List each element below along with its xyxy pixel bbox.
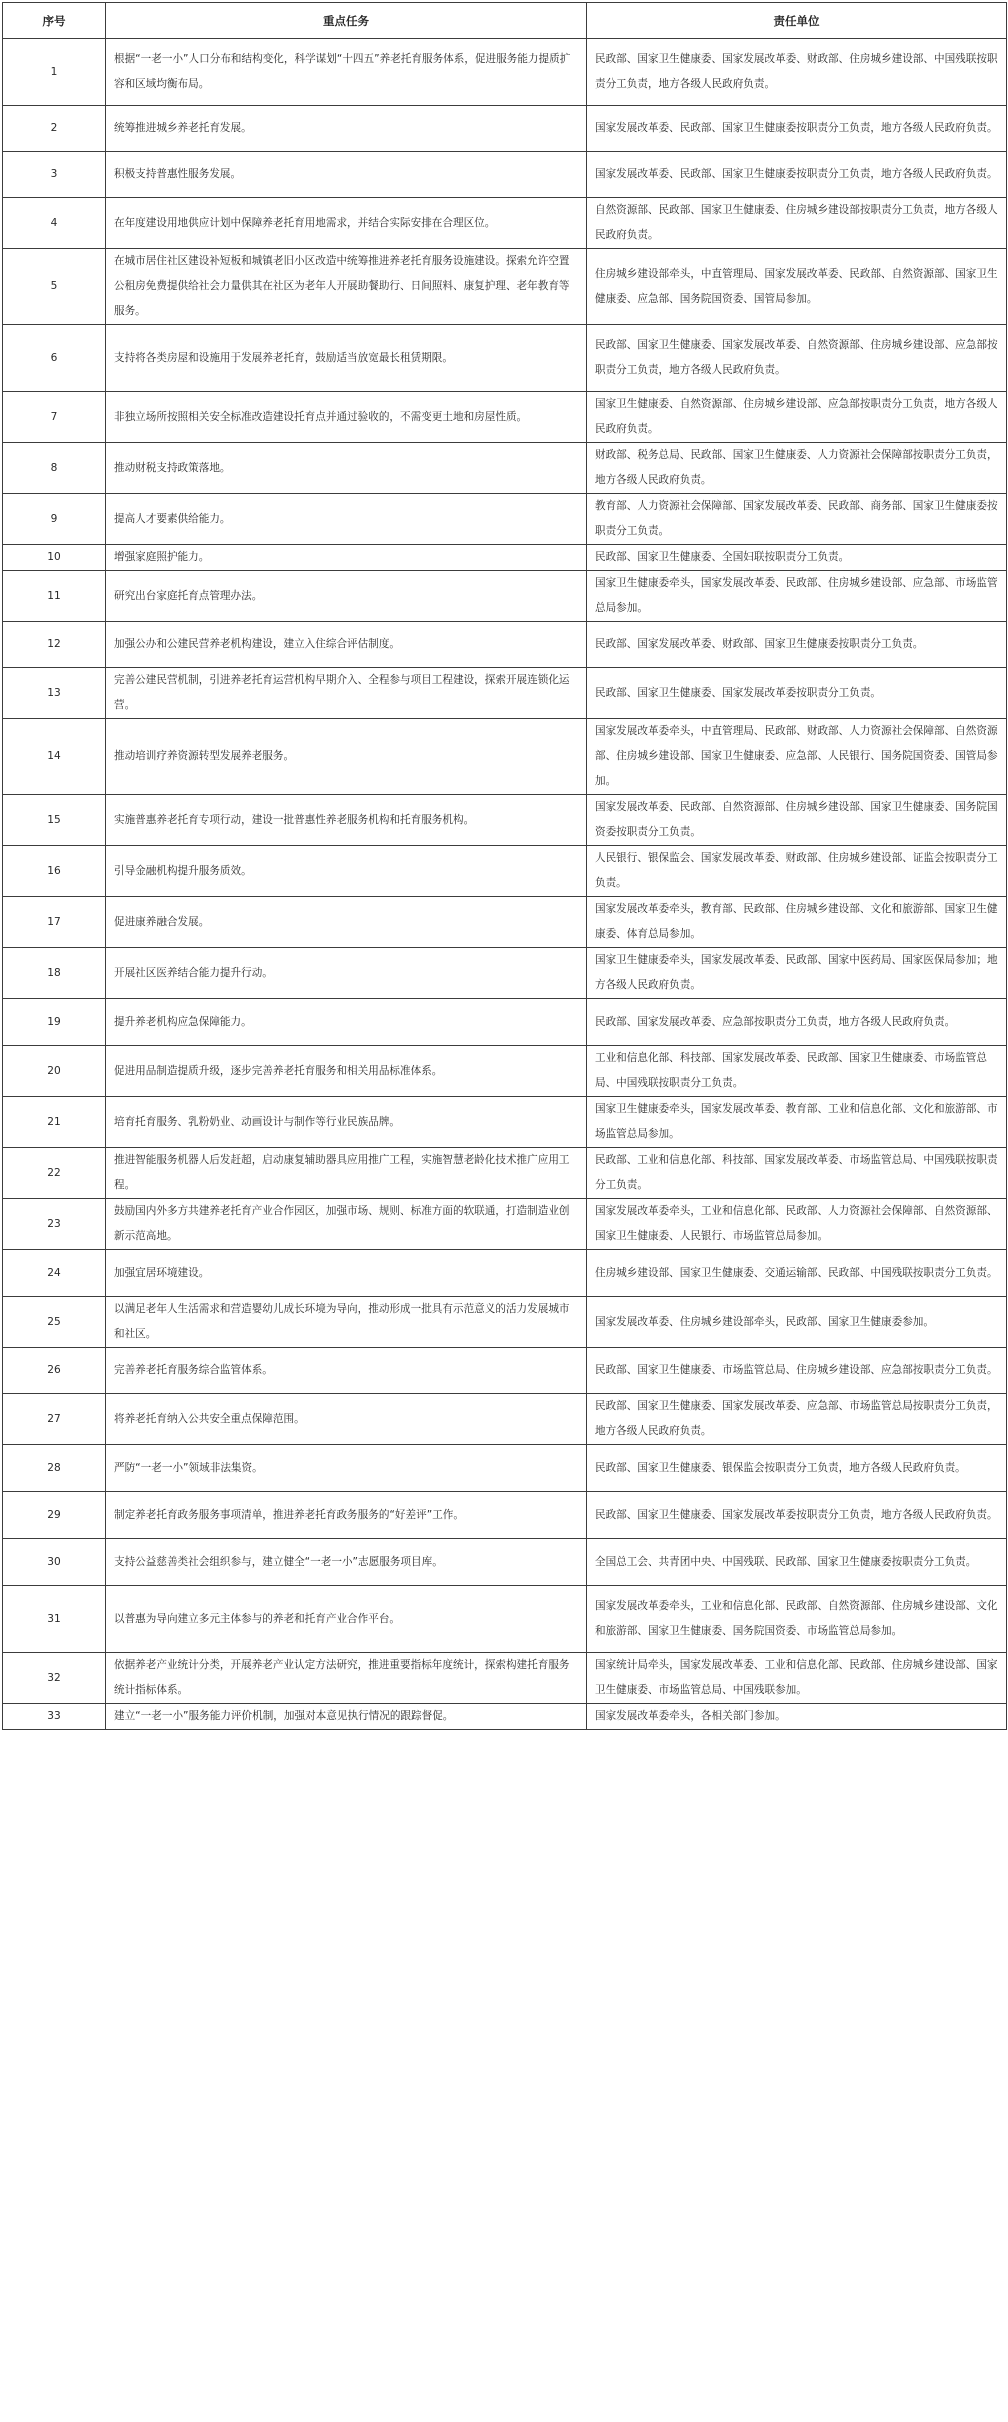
row-task-cell: 在城市居住社区建设补短板和城镇老旧小区改造中统筹推进养老托育服务设施建设。探索允许空置公租房免费提供给社会力量供其在社区为老年人开展助餐助行、日间照料、康复护理、老年教育等服务。: [106, 249, 587, 325]
table-row: [3, 1046, 1007, 1097]
row-dept-cell: 国家发展改革委、民政部、国家卫生健康委按职责分工负责，地方各级人民政府负责。: [587, 152, 1007, 198]
row-task-cell: 完善养老托育服务综合监管体系。: [106, 1348, 587, 1394]
row-dept-cell: 民政部、国家发展改革委、应急部按职责分工负责，地方各级人民政府负责。: [587, 999, 1007, 1046]
table-row: [3, 1539, 1007, 1586]
row-seq-cell: 4: [3, 198, 106, 249]
row-dept-cell: 民政部、国家卫生健康委、全国妇联按职责分工负责。: [587, 545, 1007, 571]
table-body: [3, 39, 1007, 1730]
row-task-cell: 以普惠为导向建立多元主体参与的养老和托育产业合作平台。: [106, 1586, 587, 1653]
row-seq-cell: 10: [3, 545, 106, 571]
row-seq-cell: 29: [3, 1492, 106, 1539]
table-row: [3, 1097, 1007, 1148]
row-dept-cell: 国家发展改革委牵头，工业和信息化部、民政部、自然资源部、住房城乡建设部、文化和旅游部、国家卫生健康委、国务院国资委、市场监管总局参加。: [587, 1586, 1007, 1653]
table-row: [3, 249, 1007, 325]
table-row: [3, 1704, 1007, 1730]
row-task-cell: 提升养老机构应急保障能力。: [106, 999, 587, 1046]
row-seq-cell: 25: [3, 1297, 106, 1348]
row-seq-cell: 2: [3, 106, 106, 152]
row-task-cell: 根据“一老一小”人口分布和结构变化，科学谋划“十四五”养老托育服务体系，促进服务能力提质扩容和区域均衡布局。: [106, 39, 587, 106]
table-row: [3, 1445, 1007, 1492]
row-dept-cell: 自然资源部、民政部、国家卫生健康委、住房城乡建设部按职责分工负责，地方各级人民政府负责。: [587, 198, 1007, 249]
row-dept-cell: 国家卫生健康委、自然资源部、住房城乡建设部、应急部按职责分工负责，地方各级人民政府负责。: [587, 392, 1007, 443]
row-seq-cell: 32: [3, 1653, 106, 1704]
row-dept-cell: 全国总工会、共青团中央、中国残联、民政部、国家卫生健康委按职责分工负责。: [587, 1539, 1007, 1586]
row-task-cell: 研究出台家庭托育点管理办法。: [106, 571, 587, 622]
table-row: [3, 494, 1007, 545]
row-seq-cell: 14: [3, 719, 106, 795]
row-seq-cell: 22: [3, 1148, 106, 1199]
row-task-cell: 将养老托育纳入公共安全重点保障范围。: [106, 1394, 587, 1445]
table-header-row: [3, 3, 1007, 39]
table-row: [3, 392, 1007, 443]
row-seq-cell: 9: [3, 494, 106, 545]
row-dept-cell: 国家发展改革委牵头，中直管理局、民政部、财政部、人力资源社会保障部、自然资源部、住房城乡建设部、国家卫生健康委、应急部、人民银行、国务院国资委、国管局参加。: [587, 719, 1007, 795]
row-dept-cell: 教育部、人力资源社会保障部、国家发展改革委、民政部、商务部、国家卫生健康委按职责分工负责。: [587, 494, 1007, 545]
table-row: [3, 948, 1007, 999]
row-task-cell: 促进用品制造提质升级，逐步完善养老托育服务和相关用品标准体系。: [106, 1046, 587, 1097]
row-seq-cell: 31: [3, 1586, 106, 1653]
row-seq-cell: 1: [3, 39, 106, 106]
row-dept-cell: 国家发展改革委、民政部、国家卫生健康委按职责分工负责，地方各级人民政府负责。: [587, 106, 1007, 152]
row-dept-cell: 民政部、国家卫生健康委、国家发展改革委、应急部、市场监管总局按职责分工负责，地方各级人民政府负责。: [587, 1394, 1007, 1445]
row-task-cell: 加强公办和公建民营养老机构建设，建立入住综合评估制度。: [106, 622, 587, 668]
row-seq-cell: 13: [3, 668, 106, 719]
row-seq-cell: 24: [3, 1250, 106, 1297]
row-seq-cell: 27: [3, 1394, 106, 1445]
row-task-cell: 支持将各类房屋和设施用于发展养老托育，鼓励适当放宽最长租赁期限。: [106, 325, 587, 392]
row-task-cell: 支持公益慈善类社会组织参与，建立健全“一老一小”志愿服务项目库。: [106, 1539, 587, 1586]
table-row: [3, 1348, 1007, 1394]
task-responsibility-table: [2, 2, 1007, 1730]
row-task-cell: 建立“一老一小”服务能力评价机制，加强对本意见执行情况的跟踪督促。: [106, 1704, 587, 1730]
table-row: [3, 795, 1007, 846]
row-dept-cell: 民政部、国家卫生健康委、银保监会按职责分工负责，地方各级人民政府负责。: [587, 1445, 1007, 1492]
row-task-cell: 积极支持普惠性服务发展。: [106, 152, 587, 198]
row-seq-cell: 30: [3, 1539, 106, 1586]
row-dept-cell: 民政部、国家卫生健康委、国家发展改革委按职责分工负责，地方各级人民政府负责。: [587, 1492, 1007, 1539]
row-task-cell: 制定养老托育政务服务事项清单，推进养老托育政务服务的“好差评”工作。: [106, 1492, 587, 1539]
row-dept-cell: 国家卫生健康委牵头，国家发展改革委、民政部、住房城乡建设部、应急部、市场监管总局参加。: [587, 571, 1007, 622]
table-row: [3, 1492, 1007, 1539]
row-seq-cell: 3: [3, 152, 106, 198]
row-seq-cell: 16: [3, 846, 106, 897]
table-row: [3, 1250, 1007, 1297]
row-seq-cell: 15: [3, 795, 106, 846]
row-task-cell: 以满足老年人生活需求和营造婴幼儿成长环境为导向，推动形成一批具有示范意义的活力发展城市和社区。: [106, 1297, 587, 1348]
table-row: [3, 571, 1007, 622]
row-dept-cell: 国家发展改革委牵头，各相关部门参加。: [587, 1704, 1007, 1730]
row-seq-cell: 19: [3, 999, 106, 1046]
row-seq-cell: 12: [3, 622, 106, 668]
table-row: [3, 1148, 1007, 1199]
header-dept: 责任单位: [587, 3, 1007, 39]
row-task-cell: 严防“一老一小”领域非法集资。: [106, 1445, 587, 1492]
row-seq-cell: 28: [3, 1445, 106, 1492]
row-dept-cell: 民政部、工业和信息化部、科技部、国家发展改革委、市场监管总局、中国残联按职责分工负责。: [587, 1148, 1007, 1199]
row-dept-cell: 住房城乡建设部、国家卫生健康委、交通运输部、民政部、中国残联按职责分工负责。: [587, 1250, 1007, 1297]
table-row: [3, 999, 1007, 1046]
row-seq-cell: 17: [3, 897, 106, 948]
row-seq-cell: 5: [3, 249, 106, 325]
row-task-cell: 鼓励国内外多方共建养老托育产业合作园区，加强市场、规则、标准方面的软联通，打造制造业创新示范高地。: [106, 1199, 587, 1250]
row-seq-cell: 6: [3, 325, 106, 392]
row-dept-cell: 国家发展改革委、民政部、自然资源部、住房城乡建设部、国家卫生健康委、国务院国资委按职责分工负责。: [587, 795, 1007, 846]
row-task-cell: 促进康养融合发展。: [106, 897, 587, 948]
row-task-cell: 推动培训疗养资源转型发展养老服务。: [106, 719, 587, 795]
table-row: [3, 1586, 1007, 1653]
row-task-cell: 增强家庭照护能力。: [106, 545, 587, 571]
row-seq-cell: 33: [3, 1704, 106, 1730]
table-row: [3, 325, 1007, 392]
row-task-cell: 非独立场所按照相关安全标准改造建设托育点并通过验收的，不需变更土地和房屋性质。: [106, 392, 587, 443]
row-dept-cell: 国家统计局牵头，国家发展改革委、工业和信息化部、民政部、住房城乡建设部、国家卫生健康委、市场监管总局、中国残联参加。: [587, 1653, 1007, 1704]
row-task-cell: 推动财税支持政策落地。: [106, 443, 587, 494]
row-dept-cell: 民政部、国家卫生健康委、国家发展改革委、财政部、住房城乡建设部、中国残联按职责分工负责，地方各级人民政府负责。: [587, 39, 1007, 106]
table-row: [3, 1297, 1007, 1348]
row-dept-cell: 国家发展改革委牵头，教育部、民政部、住房城乡建设部、文化和旅游部、国家卫生健康委、体育总局参加。: [587, 897, 1007, 948]
row-dept-cell: 国家发展改革委牵头，工业和信息化部、民政部、人力资源社会保障部、自然资源部、国家卫生健康委、人民银行、市场监管总局参加。: [587, 1199, 1007, 1250]
row-task-cell: 统筹推进城乡养老托育发展。: [106, 106, 587, 152]
header-seq: 序号: [3, 3, 106, 39]
row-seq-cell: 8: [3, 443, 106, 494]
row-task-cell: 推进智能服务机器人后发赶超，启动康复辅助器具应用推广工程，实施智慧老龄化技术推广应用工程。: [106, 1148, 587, 1199]
table-row: [3, 39, 1007, 106]
row-seq-cell: 21: [3, 1097, 106, 1148]
row-dept-cell: 人民银行、银保监会、国家发展改革委、财政部、住房城乡建设部、证监会按职责分工负责。: [587, 846, 1007, 897]
row-task-cell: 加强宜居环境建设。: [106, 1250, 587, 1297]
row-dept-cell: 民政部、国家卫生健康委、国家发展改革委按职责分工负责。: [587, 668, 1007, 719]
row-task-cell: 实施普惠养老托育专项行动，建设一批普惠性养老服务机构和托育服务机构。: [106, 795, 587, 846]
row-seq-cell: 23: [3, 1199, 106, 1250]
table-row: [3, 198, 1007, 249]
table-row: [3, 106, 1007, 152]
row-seq-cell: 26: [3, 1348, 106, 1394]
row-seq-cell: 7: [3, 392, 106, 443]
row-seq-cell: 20: [3, 1046, 106, 1097]
row-task-cell: 引导金融机构提升服务质效。: [106, 846, 587, 897]
table-row: [3, 846, 1007, 897]
row-task-cell: 开展社区医养结合能力提升行动。: [106, 948, 587, 999]
table-row: [3, 1394, 1007, 1445]
row-dept-cell: 民政部、国家发展改革委、财政部、国家卫生健康委按职责分工负责。: [587, 622, 1007, 668]
row-dept-cell: 工业和信息化部、科技部、国家发展改革委、民政部、国家卫生健康委、市场监管总局、中国残联按职责分工负责。: [587, 1046, 1007, 1097]
table-row: [3, 1199, 1007, 1250]
row-dept-cell: 国家发展改革委、住房城乡建设部牵头，民政部、国家卫生健康委参加。: [587, 1297, 1007, 1348]
table-row: [3, 443, 1007, 494]
table-row: [3, 1653, 1007, 1704]
row-task-cell: 提高人才要素供给能力。: [106, 494, 587, 545]
task-table-wrapper: [2, 2, 1007, 1730]
table-row: [3, 152, 1007, 198]
header-task: 重点任务: [106, 3, 587, 39]
row-dept-cell: 国家卫生健康委牵头，国家发展改革委、教育部、工业和信息化部、文化和旅游部、市场监管总局参加。: [587, 1097, 1007, 1148]
table-row: [3, 719, 1007, 795]
row-task-cell: 在年度建设用地供应计划中保障养老托育用地需求，并结合实际安排在合理区位。: [106, 198, 587, 249]
table-row: [3, 545, 1007, 571]
row-dept-cell: 国家卫生健康委牵头，国家发展改革委、民政部、国家中医药局、国家医保局参加；地方各级人民政府负责。: [587, 948, 1007, 999]
row-dept-cell: 民政部、国家卫生健康委、市场监管总局、住房城乡建设部、应急部按职责分工负责。: [587, 1348, 1007, 1394]
table-row: [3, 897, 1007, 948]
table-row: [3, 668, 1007, 719]
row-dept-cell: 住房城乡建设部牵头，中直管理局、国家发展改革委、民政部、自然资源部、国家卫生健康委、应急部、国务院国资委、国管局参加。: [587, 249, 1007, 325]
table-row: [3, 622, 1007, 668]
row-dept-cell: 民政部、国家卫生健康委、国家发展改革委、自然资源部、住房城乡建设部、应急部按职责分工负责，地方各级人民政府负责。: [587, 325, 1007, 392]
row-seq-cell: 18: [3, 948, 106, 999]
row-task-cell: 完善公建民营机制，引进养老托育运营机构早期介入、全程参与项目工程建设，探索开展连锁化运营。: [106, 668, 587, 719]
row-dept-cell: 财政部、税务总局、民政部、国家卫生健康委、人力资源社会保障部按职责分工负责，地方各级人民政府负责。: [587, 443, 1007, 494]
row-task-cell: 培育托育服务、乳粉奶业、动画设计与制作等行业民族品牌。: [106, 1097, 587, 1148]
row-seq-cell: 11: [3, 571, 106, 622]
row-task-cell: 依据养老产业统计分类，开展养老产业认定方法研究，推进重要指标年度统计，探索构建托育服务统计指标体系。: [106, 1653, 587, 1704]
